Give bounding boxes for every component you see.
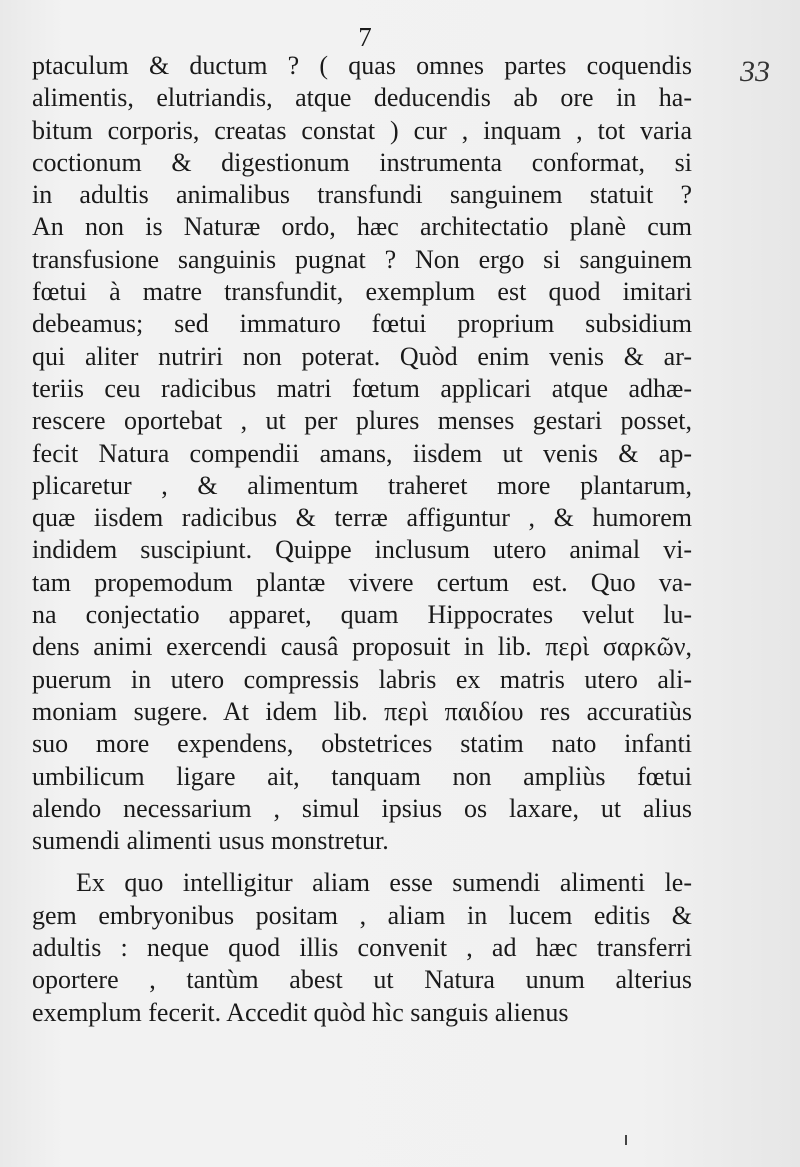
text-line: tam propemodum plantæ vivere certum est. Quo va- — [32, 567, 692, 597]
text-line: plicaretur , & alimentum traheret more plantarum, — [32, 470, 692, 500]
ink-mark — [625, 1135, 627, 1145]
text-line: indidem suscipiunt. Quippe inclusum utero animal vi- — [32, 535, 692, 565]
text-line: gem embryonibus positam , aliam in lucem editis & — [32, 900, 692, 930]
text-line: quæ iisdem radicibus & terræ affiguntur , & humorem — [32, 503, 692, 533]
text-line: transfusione sanguinis pugnat ? Non ergo si sanguinem — [32, 244, 692, 274]
text-line: An non is Naturæ ordo, hæc architectatio planè cum — [32, 212, 692, 242]
text-line: debeamus; sed immaturo fœtui proprium subsidium — [32, 309, 692, 339]
paragraph-gap — [32, 857, 692, 867]
text-line: qui aliter nutriri non poterat. Quòd enim venis & ar- — [32, 341, 692, 371]
paragraph-2 — [32, 867, 692, 1028]
body-text — [32, 50, 692, 1029]
text-line: suo more expendens, obstetrices statim nato infanti — [32, 729, 692, 759]
text-line: moniam sugere. At idem lib. περὶ παιδίου res accuratiùs — [32, 696, 692, 726]
text-line: rescere oportebat , ut per plures menses gestari posset, — [32, 406, 692, 436]
text-line: adultis : neque quod illis convenit , ad hæc transferri — [32, 933, 692, 963]
text-line: ptaculum & ductum ? ( quas omnes partes coquendis — [32, 51, 692, 80]
text-line: na conjectatio apparet, quam Hippocrates velut lu- — [32, 600, 692, 630]
text-line: sumendi alimenti usus monstretur. — [32, 826, 389, 856]
text-line: umbilicum ligare ait, tanquam non ampliùs fœtui — [32, 761, 692, 791]
text-line: Ex quo intelligitur aliam esse sumendi alimenti le- — [76, 868, 692, 898]
text-line: fœtui à matre transfundit, exemplum est quod imitari — [32, 277, 692, 307]
text-line: fecit Natura compendii amans, iisdem ut venis & ap- — [32, 438, 692, 468]
text-line: in adultis animalibus transfundi sanguinem statuit ? — [32, 180, 692, 210]
text-line: bitum corporis, creatas constat ) cur , inquam , tot varia — [32, 115, 692, 145]
page-number: 7 — [358, 22, 372, 52]
handwritten-margin-note: 33 — [740, 55, 770, 88]
text-line: teriis ceu radicibus matri fœtum applicari atque adhæ- — [32, 373, 692, 403]
text-line: oportere , tantùm abest ut Natura unum alterius — [32, 965, 692, 995]
text-line: coctionum & digestionum instrumenta conformat, si — [32, 147, 692, 177]
text-line: alimentis, elutriandis, atque deducendis ab ore in ha- — [32, 83, 692, 113]
paragraph-1 — [32, 50, 692, 857]
text-line: puerum in utero compressis labris ex matris utero ali- — [32, 664, 692, 694]
text-line: dens animi exercendi causâ proposuit in lib. περὶ σαρκῶν, — [32, 632, 692, 662]
text-line: alendo necessarium , simul ipsius os laxare, ut alius — [32, 793, 692, 823]
text-line: exemplum fecerit. Accedit quòd hìc sanguis alienus — [32, 997, 569, 1027]
